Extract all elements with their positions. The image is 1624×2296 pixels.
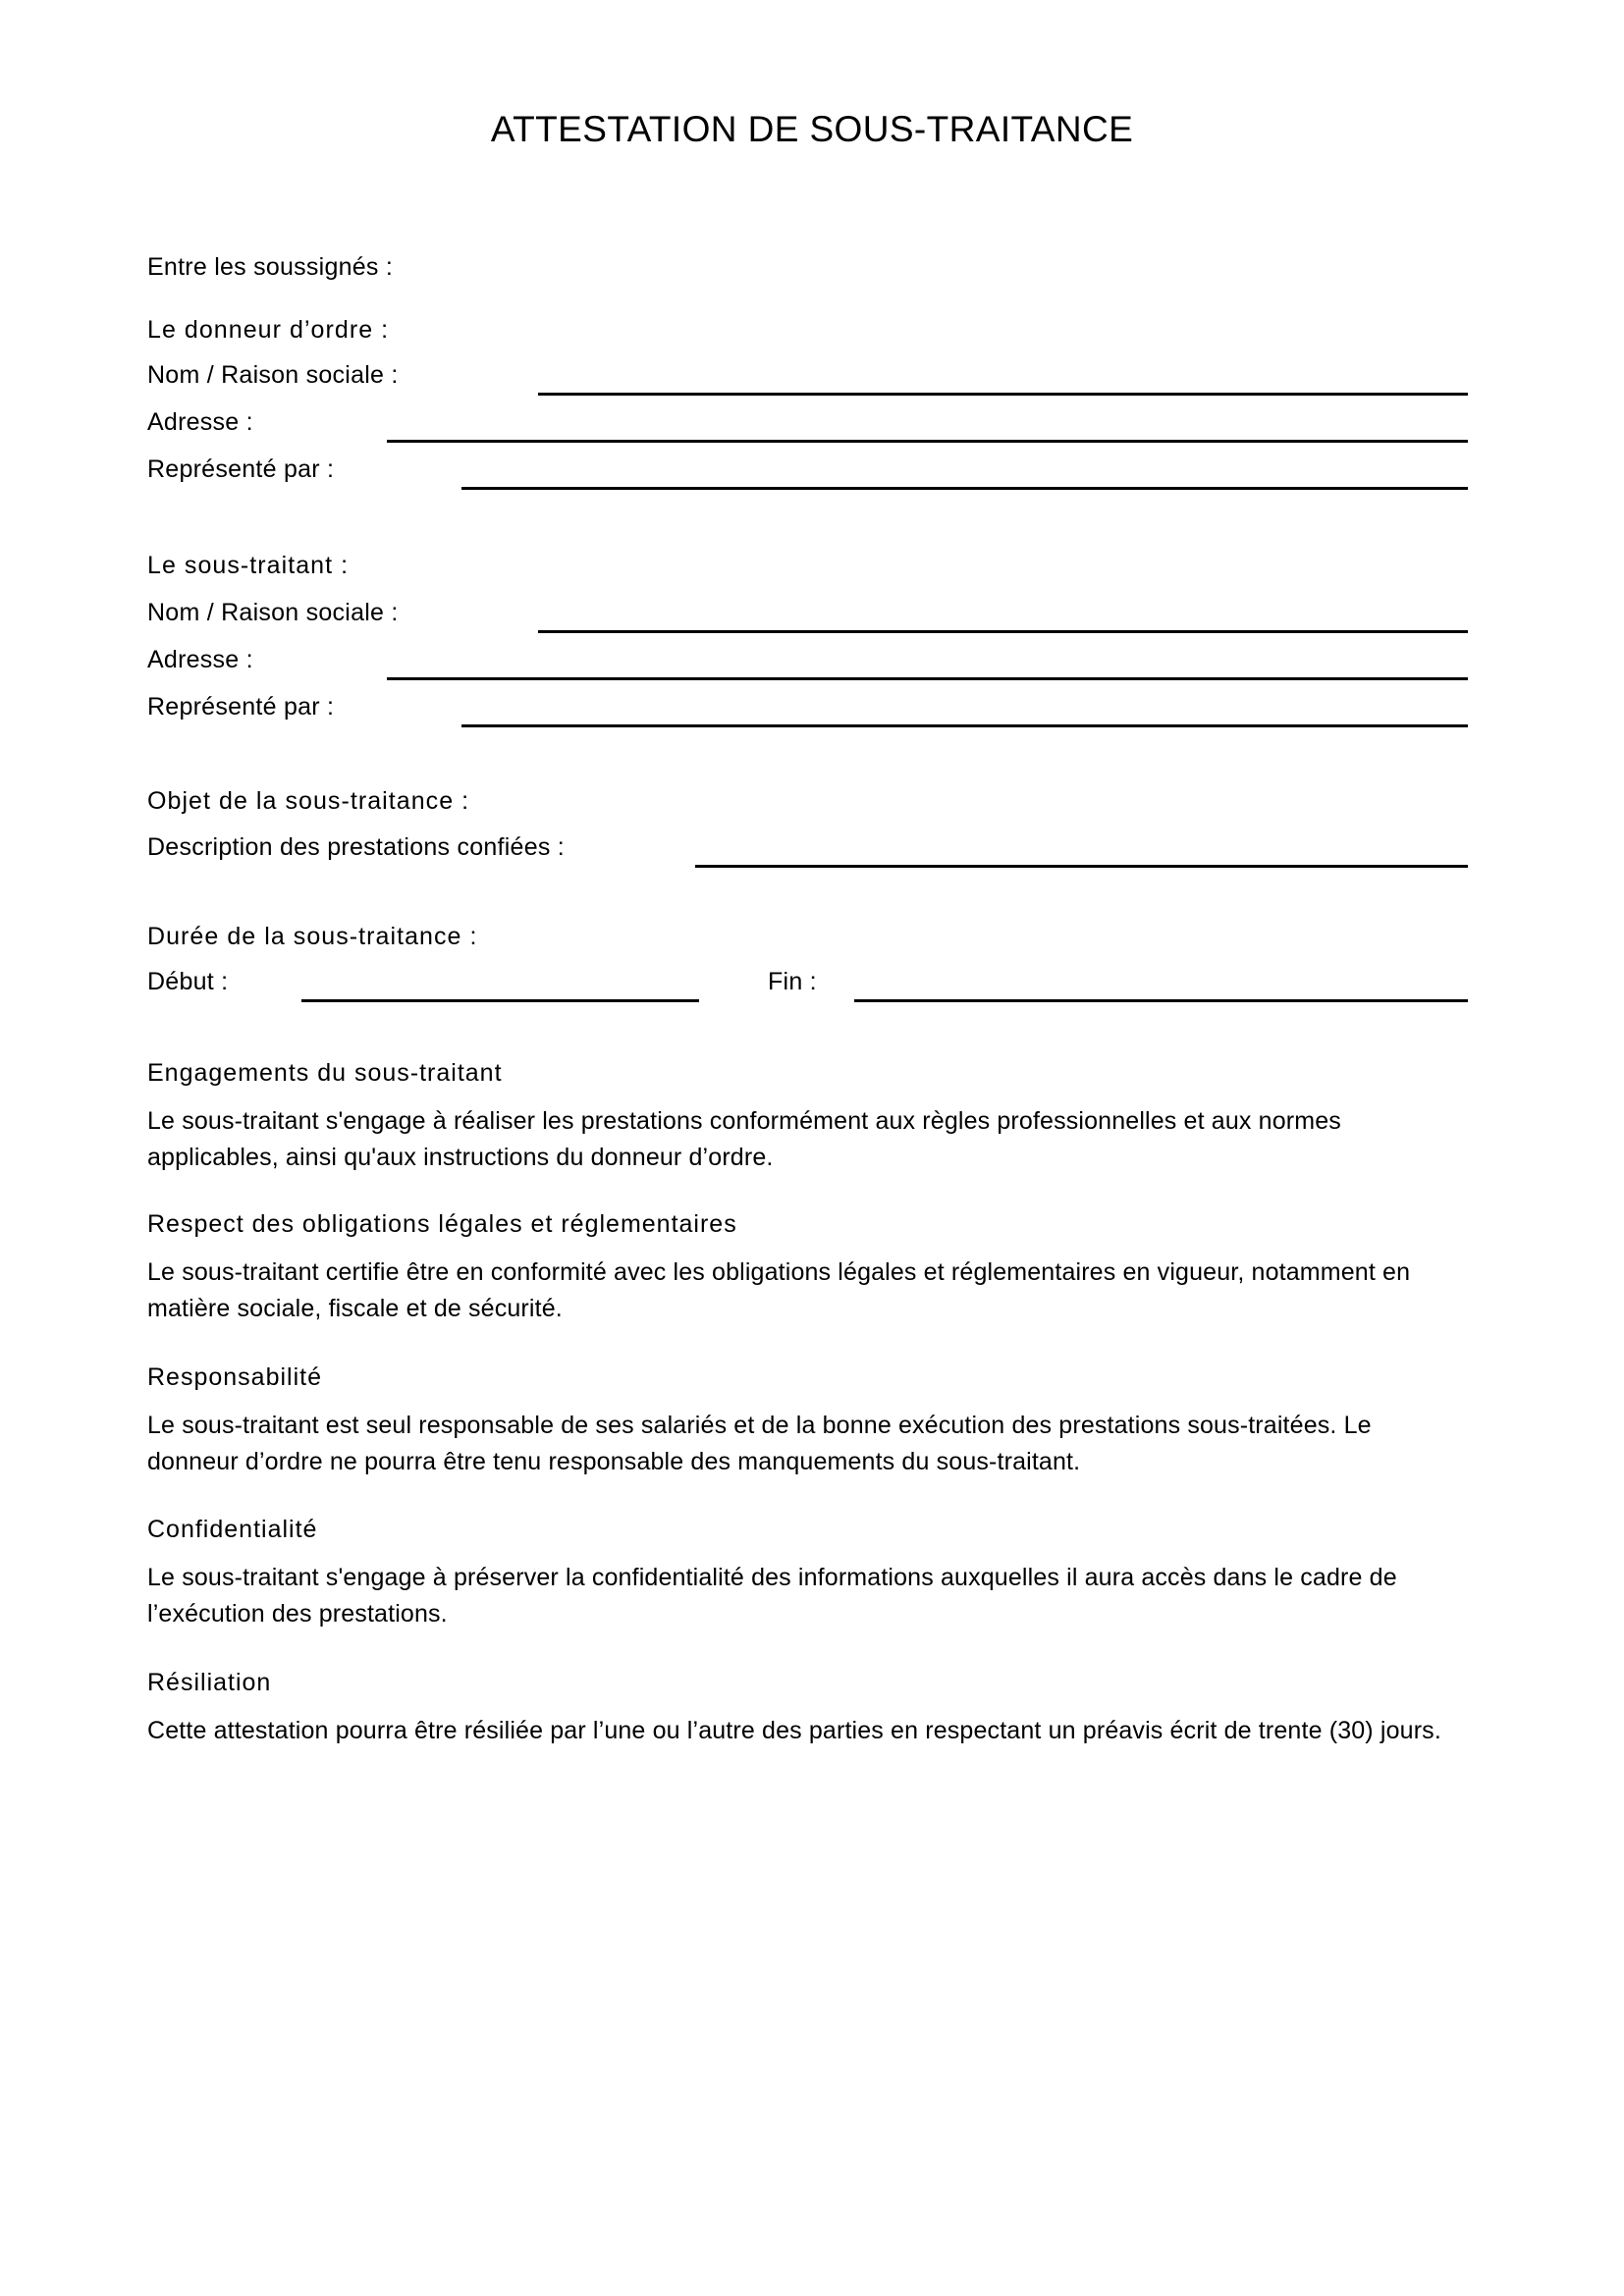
donneur-ordre-representant-label: Représenté par :	[147, 455, 335, 483]
clause-resiliation-heading: Résiliation	[147, 1669, 272, 1696]
sous-traitant-representant-label: Représenté par :	[147, 693, 335, 721]
clause-confidentialite-heading: Confidentialité	[147, 1516, 318, 1543]
duree-fin-label: Fin :	[768, 968, 817, 995]
donneur-ordre-adresse-label: Adresse :	[147, 408, 253, 436]
clause-engagements	[147, 1058, 1468, 1176]
clause-responsabilite	[147, 1362, 1468, 1480]
duree-heading: Durée de la sous-traitance :	[147, 923, 478, 950]
clause-resiliation	[147, 1668, 1468, 1749]
sous-traitant-adresse-label: Adresse :	[147, 646, 253, 673]
page-title: ATTESTATION DE SOUS-TRAITANCE	[490, 109, 1134, 149]
duree-debut-label: Début :	[147, 968, 229, 995]
objet-description-label: Description des prestations confiées :	[147, 833, 565, 861]
clause-responsabilite-heading: Responsabilité	[147, 1363, 322, 1391]
clause-engagements-text: Le sous-traitant s'engage à réaliser les prestations conformément aux règles professionnelles et aux normes applicables, ainsi qu'aux instructions du donneur d’ordre.	[147, 1107, 1341, 1171]
clause-obligations-text: Le sous-traitant certifie être en conformité avec les obligations légales et réglementaires en vigueur, notamment en matière sociale, fiscale et de sécurité.	[147, 1258, 1411, 1322]
donneur-ordre-representant-input[interactable]	[461, 487, 1468, 490]
intro-line: Entre les soussignés :	[147, 253, 394, 281]
clause-confidentialite-text: Le sous-traitant s'engage à préserver la confidentialité des informations auxquelles il aura accès dans le cadre de l’exécution des prestations.	[147, 1564, 1397, 1628]
clause-responsabilite-text: Le sous-traitant est seul responsable de ses salariés et de la bonne exécution des prestations sous-traitées. Le donneur d’ordre ne pourra être tenu responsable des manquements du sous-traitant.	[147, 1412, 1372, 1475]
donneur-ordre-nom-label: Nom / Raison sociale :	[147, 361, 399, 389]
donneur-ordre-heading: Le donneur d’ordre :	[147, 316, 390, 344]
duree-debut-input[interactable]	[301, 999, 699, 1002]
sous-traitant-nom-input[interactable]	[538, 630, 1468, 633]
clause-engagements-heading: Engagements du sous-traitant	[147, 1059, 503, 1087]
sous-traitant-adresse-input[interactable]	[387, 677, 1468, 680]
clause-obligations	[147, 1209, 1468, 1327]
clause-resiliation-text: Cette attestation pourra être résiliée par l’une ou l’autre des parties en respectant un préavis écrit de trente (30) jours.	[147, 1717, 1441, 1744]
duree-fin-input[interactable]	[854, 999, 1468, 1002]
donneur-ordre-adresse-input[interactable]	[387, 440, 1468, 443]
clause-confidentialite	[147, 1515, 1468, 1632]
objet-heading: Objet de la sous-traitance :	[147, 787, 470, 815]
objet-description-input[interactable]	[695, 865, 1468, 868]
sous-traitant-representant-input[interactable]	[461, 724, 1468, 727]
donneur-ordre-nom-input[interactable]	[538, 393, 1468, 396]
sous-traitant-nom-label: Nom / Raison sociale :	[147, 599, 399, 626]
clause-obligations-heading: Respect des obligations légales et réglementaires	[147, 1210, 737, 1238]
sous-traitant-heading: Le sous-traitant :	[147, 552, 350, 579]
